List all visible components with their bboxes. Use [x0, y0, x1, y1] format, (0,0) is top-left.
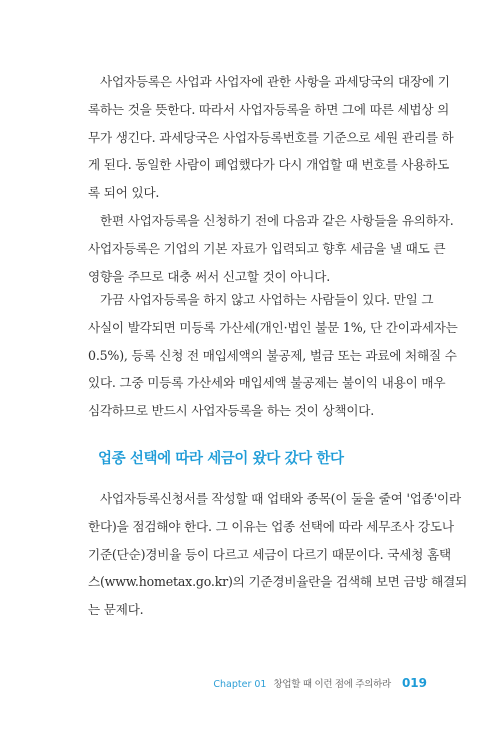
- text-line: 록하는 것을 뜻한다. 따라서 사업자등록을 하면 그에 따른 세법상 의: [88, 101, 450, 117]
- text-line: 게 된다. 동일한 사람이 폐업했다가 다시 개업할 때 번호를 사용하도: [88, 157, 450, 173]
- text-line: 있다. 그중 미등록 가산세와 매입세액 불공제는 불이익 내용이 매우: [88, 375, 446, 391]
- text-line: 한다)을 점검해야 한다. 그 이유는 업종 선택에 따라 세무조사 강도나: [88, 518, 454, 534]
- text-line: 사업자등록신청서를 작성할 때 업태와 종목(이 둘을 줄여 '업종'이라: [100, 491, 461, 506]
- chapter-label: Chapter 01: [213, 679, 267, 690]
- text-line: 는 문제다.: [88, 602, 144, 618]
- paragraph-block-penalty: [88, 286, 458, 425]
- text-line: 심각하므로 반드시 사업자등록을 하는 것이 상책이다.: [88, 403, 375, 419]
- paragraph-block-industry-selection: [88, 485, 468, 624]
- text-line: 영향을 주므로 대충 써서 신고할 것이 아니다.: [88, 268, 331, 284]
- text-line: 사업자등록은 기업의 기본 자료가 입력되고 향후 세금을 낼 때도 큰: [88, 240, 446, 256]
- text-line: 무가 생긴다. 과세당국은 사업자등록번호를 기준으로 세원 관리를 하: [88, 129, 454, 145]
- paragraph-block-business-registration: [88, 68, 454, 290]
- text-line: 기준(단순)경비율 등이 다르고 세금이 다르기 때문이다. 국세청 홈택: [88, 546, 451, 562]
- text-line: 사업자등록은 사업과 사업자에 관한 사항을 과세당국의 대장에 기: [100, 74, 450, 89]
- text-line: 가끔 사업자등록을 하지 않고 사업하는 사람들이 있다. 만일 그: [100, 292, 434, 307]
- text-line: 0.5%), 등록 신청 전 매입세액의 불공제, 벌금 또는 과료에 처해질 수: [88, 347, 457, 363]
- page-number: 019: [401, 676, 427, 690]
- section-heading: 업종 선택에 따라 세금이 왔다 갔다 한다: [98, 451, 344, 467]
- text-line: 스(www.hometax.go.kr)의 기준경비율란을 검색해 보면 금방 해결되: [88, 574, 468, 590]
- text-line: 록 되어 있다.: [88, 185, 160, 201]
- page-footer: [213, 676, 427, 690]
- text-line: 사실이 발각되면 미등록 가산세(개인·법인 불문 1%, 단 간이과세자는: [88, 319, 458, 335]
- text-line: 한편 사업자등록을 신청하기 전에 다음과 같은 사항들을 유의하자.: [100, 212, 454, 228]
- chapter-title: 창업할 때 이런 점에 주의하라: [273, 679, 391, 690]
